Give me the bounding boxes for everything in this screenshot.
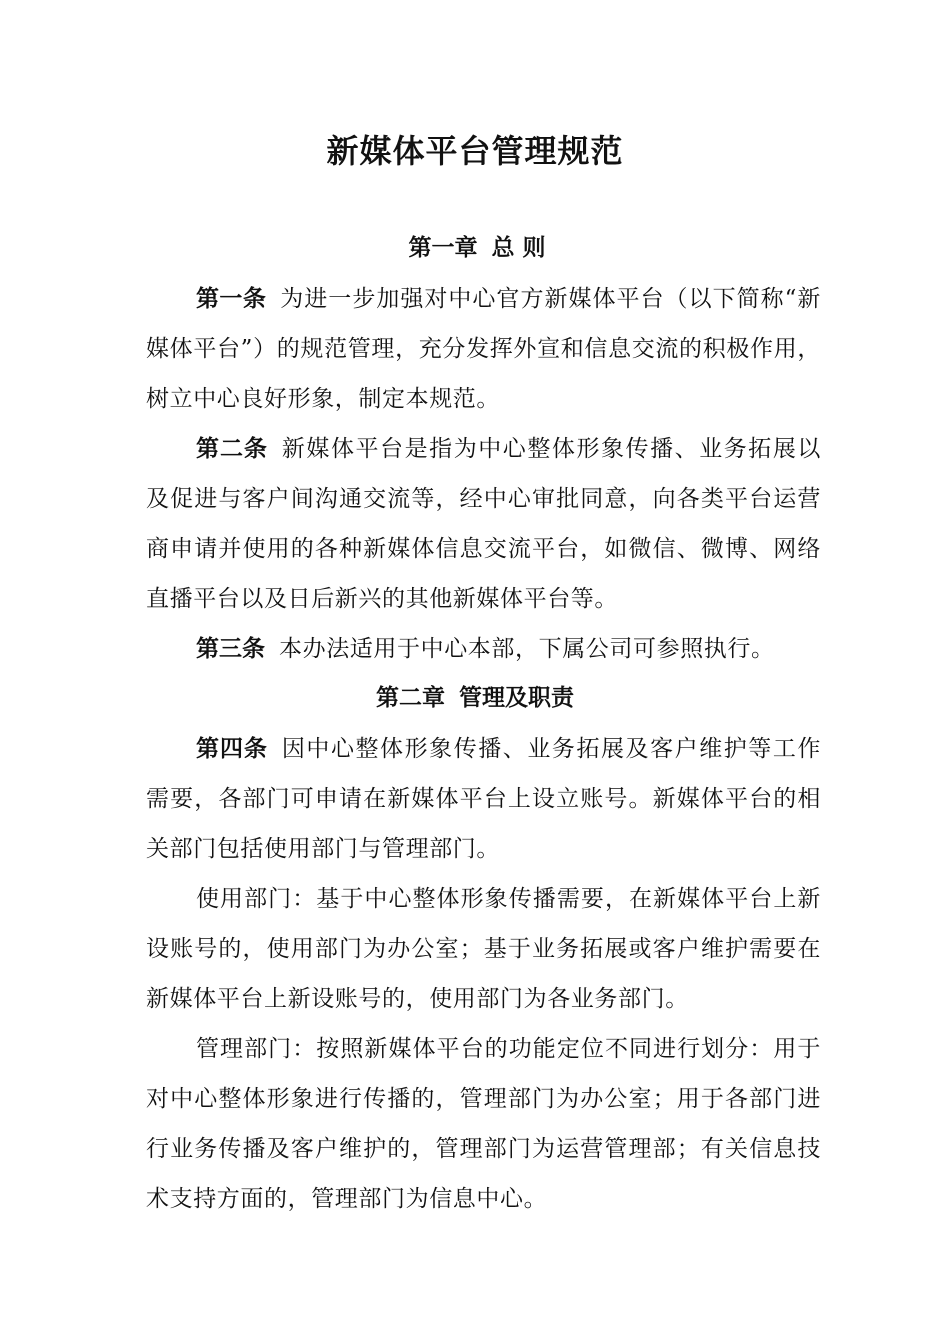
chapter-heading-1: [0, 231, 950, 265]
article-text: 本办法适用于中心本部，下属公司可参照执行。: [279, 636, 775, 662]
article-number: 第三条: [196, 636, 265, 662]
paragraph-text: 管理部门：按照新媒体平台的功能定位不同进行划分：用于对中心整体形象进行传播的，管理部门为办公室；用于各部门进行业务传播及客户维护的，管理部门为运营管理部；有关信息技术支持方面的，管理部门为信息中心。: [146, 1036, 821, 1212]
article-paragraph: [146, 274, 821, 424]
article-number: 第二条: [196, 436, 268, 462]
article-paragraph: [146, 724, 821, 874]
document-title: 新媒体平台管理规范: [326, 132, 624, 170]
article-text: 为进一步加强对中心官方新媒体平台（以下简称“新媒体平台”）的规范管理，充分发挥外宣和信息交流的积极作用，树立中心良好形象，制定本规范。: [146, 286, 822, 412]
article-number: 第一条: [196, 286, 267, 312]
chapter-prefix: 第二章: [376, 685, 445, 711]
chapter-prefix: 第一章: [408, 235, 478, 261]
article-number: 第四条: [196, 736, 268, 762]
body-paragraph: [146, 1024, 821, 1224]
chapter-heading-2: [0, 681, 950, 715]
article-paragraph: [146, 624, 821, 674]
chapter-name: 管理及职责: [459, 685, 574, 711]
chapter-name: 总 则: [491, 235, 546, 261]
article-text: 因中心整体形象传播、业务拓展及客户维护等工作需要，各部门可申请在新媒体平台上设立账号。新媒体平台的相关部门包括使用部门与管理部门。: [146, 736, 822, 862]
article-text: 新媒体平台是指为中心整体形象传播、业务拓展以及促进与客户间沟通交流等，经中心审批同意，向各类平台运营商申请并使用的各种新媒体信息交流平台，如微信、微博、网络直播平台以及日后新兴的其他新媒体平台等。: [146, 436, 822, 612]
article-paragraph: [146, 424, 821, 624]
paragraph-text: 使用部门：基于中心整体形象传播需要，在新媒体平台上新设账号的，使用部门为办公室；基于业务拓展或客户维护需要在新媒体平台上新设账号的，使用部门为各业务部门。: [146, 886, 821, 1012]
body-paragraph: [146, 874, 821, 1024]
